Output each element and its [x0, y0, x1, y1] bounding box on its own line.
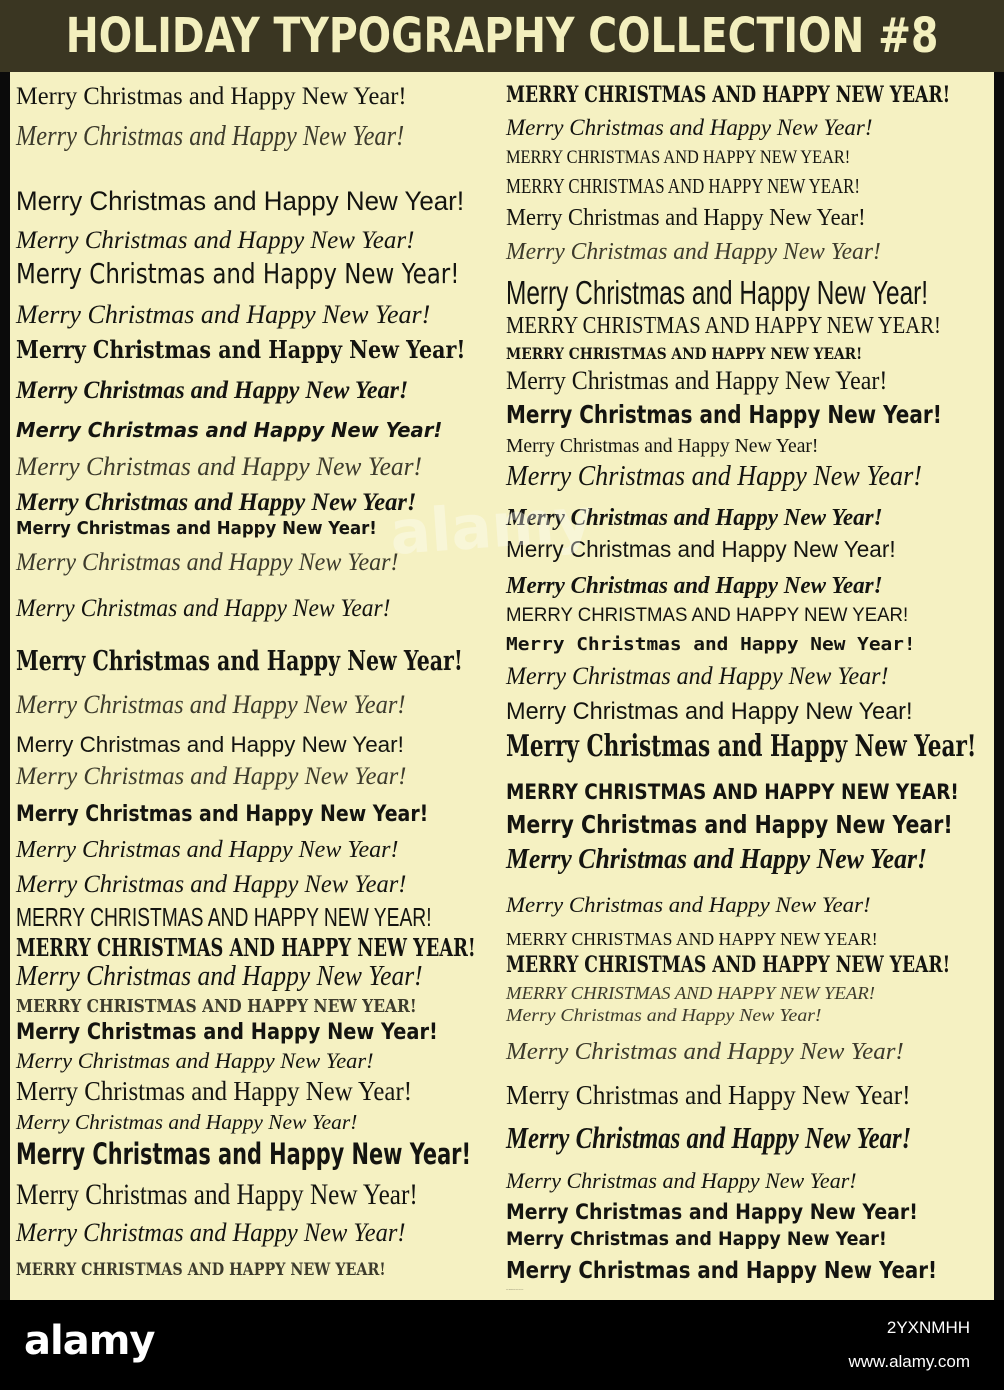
- greeting-line: Merry Christmas and Happy New Year!: [16, 549, 399, 576]
- greeting-line: Merry Christmas and Happy New Year!: [16, 837, 399, 863]
- greeting-line: Merry Christmas and Happy New Year!: [506, 115, 873, 140]
- greeting-line: Merry Christmas and Happy New Year!: [506, 366, 888, 395]
- greeting-line: MERRY CHRISTMAS AND HAPPY NEW YEAR!: [506, 82, 951, 108]
- page-title: HOLIDAY TYPOGRAPHY COLLECTION #8: [65, 8, 939, 64]
- greeting-line: Merry Christmas and Happy New Year!: [506, 435, 819, 457]
- greeting-line: Merry Christmas and Happy New Year!: [16, 1076, 412, 1106]
- greeting-line: Merry Christmas and Happy New Year!: [506, 1120, 912, 1155]
- greeting-line: Merry Christmas and Happy New Year!: [16, 1020, 438, 1045]
- greeting-line: Merry Christmas and Happy New Year!: [506, 573, 883, 599]
- greeting-line: Merry Christmas and Happy New Year!: [506, 844, 928, 875]
- greeting-line: Merry Christmas and Happy New Year!: [16, 960, 423, 992]
- greeting-line: Merry Christmas and Happy New Year!: [16, 732, 404, 757]
- greeting-line: MERRY CHRISTMAS AND HAPPY NEW YEAR!: [506, 952, 951, 978]
- greeting-line: Merry Christmas and Happy New Year!: [16, 518, 377, 539]
- greeting-line: Merry Christmas and Happy New Year!: [506, 1039, 904, 1065]
- greeting-line: MERRY CHRISTMAS AND HAPPY NEW YEAR!: [16, 1260, 386, 1280]
- greeting-line: Merry Christmas and Happy New Year!: [16, 335, 466, 364]
- greeting-line: MERRY CHRISTMAS AND HAPPY NEW YEAR!: [506, 174, 860, 198]
- greeting-line: Merry Christmas and Happy New Year!: [506, 400, 942, 429]
- greeting-line: MERRY CHRISTMAS AND HAPPY NEW YEAR!: [506, 344, 863, 363]
- greeting-line: Merry Christmas and Happy New Year!: [506, 663, 889, 690]
- greeting-line: Merry Christmas and Happy New Year!: [16, 595, 391, 622]
- greeting-line: Merry Christmas and Happy New Year!: [16, 120, 405, 152]
- greeting-line: Merry Christmas and Happy New Year!: [16, 452, 423, 481]
- greeting-line: Merry Christmas and Happy New Year!: [16, 1110, 358, 1134]
- greeting-line: Merry Christmas and Happy New Year!: [16, 802, 429, 827]
- greeting-line: Merry Christmas and Happy New Year!: [16, 1048, 374, 1073]
- greeting-line: Merry Christmas and Happy New Year!: [16, 377, 409, 404]
- greeting-line: Merry Christmas and Happy New Year!: [16, 418, 443, 442]
- greeting-line: Merry Christmas and Happy New Year!: [16, 1178, 418, 1211]
- greeting-line: Merry Christmas and Happy New Year!: [16, 871, 407, 898]
- greeting-line: Merry Christmas and Happy New Year!: [16, 646, 463, 677]
- greeting-line: Merry Christmas and Happy New Year!: [506, 274, 929, 311]
- greeting-line: Merry Christmas and Happy New Year!: [506, 460, 922, 492]
- site-url[interactable]: www.alamy.com: [848, 1352, 970, 1371]
- greeting-line: Merry Christmas and Happy New Year!: [506, 205, 866, 231]
- greeting-line: Merry Christmas and Happy New Year!: [506, 1228, 887, 1250]
- greeting-line: Merry Christmas and Happy New Year!: [16, 257, 460, 290]
- greeting-line: Merry Christmas and Happy New Year!: [506, 239, 881, 265]
- greeting-line: Merry Christmas and Happy New Year!: [16, 690, 406, 719]
- greeting-line: Merry Christmas and Happy New Year!: [506, 1168, 857, 1193]
- greeting-line: Merry Christmas and Happy New Year!: [506, 634, 916, 655]
- greeting-line: MERRY CHRISTMAS AND HAPPY NEW YEAR!: [506, 983, 876, 1003]
- greeting-line: MERRY CHRISTMAS AND HAPPY NEW YEAR!: [16, 902, 432, 932]
- greeting-line: MERRY CHRISTMAS AND HAPPY NEW YEAR!: [506, 605, 909, 626]
- greeting-line: Merry Christmas and Happy New Year!: [506, 536, 896, 562]
- watermark: alamy: [387, 484, 596, 570]
- greeting-line: Merry Christmas and Happy New Year!: [506, 810, 953, 839]
- alamy-logo: alamy: [24, 1318, 155, 1364]
- greeting-line: Merry Christmas and Happy New Year!: [16, 1218, 406, 1247]
- typography-panel: [10, 72, 994, 1300]
- greeting-line: Merry Christmas and Happy New Year!: [16, 763, 407, 790]
- greeting-line: Merry Christmas and Happy New Year!: [506, 1200, 918, 1224]
- greeting-line: MERRY CHRISTMAS AND HAPPY NEW YEAR!: [16, 933, 476, 962]
- footer-bar: [0, 1300, 1004, 1390]
- greeting-line: MERRY CHRISTMAS AND HAPPY NEW YEAR!: [506, 147, 851, 168]
- greeting-line: Merry Christmas and Happy New Year!: [16, 489, 417, 516]
- greeting-line: MERRY CHRISTMAS AND HAPPY NEW YEAR!: [16, 996, 417, 1017]
- greeting-line: Merry Christmas and Happy New Year!: [506, 892, 871, 917]
- greeting-line: Merry Christmas and Happy New Year!: [506, 1080, 911, 1110]
- greeting-line: Merry Christmas and Happy New Year!: [506, 1290, 524, 1291]
- greeting-line: MERRY CHRISTMAS AND HAPPY NEW YEAR!: [506, 313, 941, 339]
- greeting-line: Merry Christmas and Happy New Year!: [16, 83, 407, 110]
- greeting-line: MERRY CHRISTMAS AND HAPPY NEW YEAR!: [506, 929, 878, 949]
- greeting-line: Merry Christmas and Happy New Year!: [16, 1137, 471, 1171]
- greeting-line: Merry Christmas and Happy New Year!: [506, 1258, 938, 1284]
- greeting-line: Merry Christmas and Happy New Year!: [16, 186, 465, 216]
- greeting-line: Merry Christmas and Happy New Year!: [506, 1005, 822, 1025]
- greeting-line: Merry Christmas and Happy New Year!: [506, 729, 977, 764]
- greeting-line: Merry Christmas and Happy New Year!: [506, 698, 913, 725]
- greeting-line: MERRY CHRISTMAS AND HAPPY NEW YEAR!: [506, 780, 959, 804]
- greeting-line: Merry Christmas and Happy New Year!: [506, 505, 883, 531]
- greeting-line: Merry Christmas and Happy New Year!: [16, 227, 415, 254]
- header-banner: [0, 0, 1004, 72]
- greeting-line: Merry Christmas and Happy New Year!: [16, 300, 431, 329]
- image-id: 2YXNMHH: [886, 1318, 970, 1337]
